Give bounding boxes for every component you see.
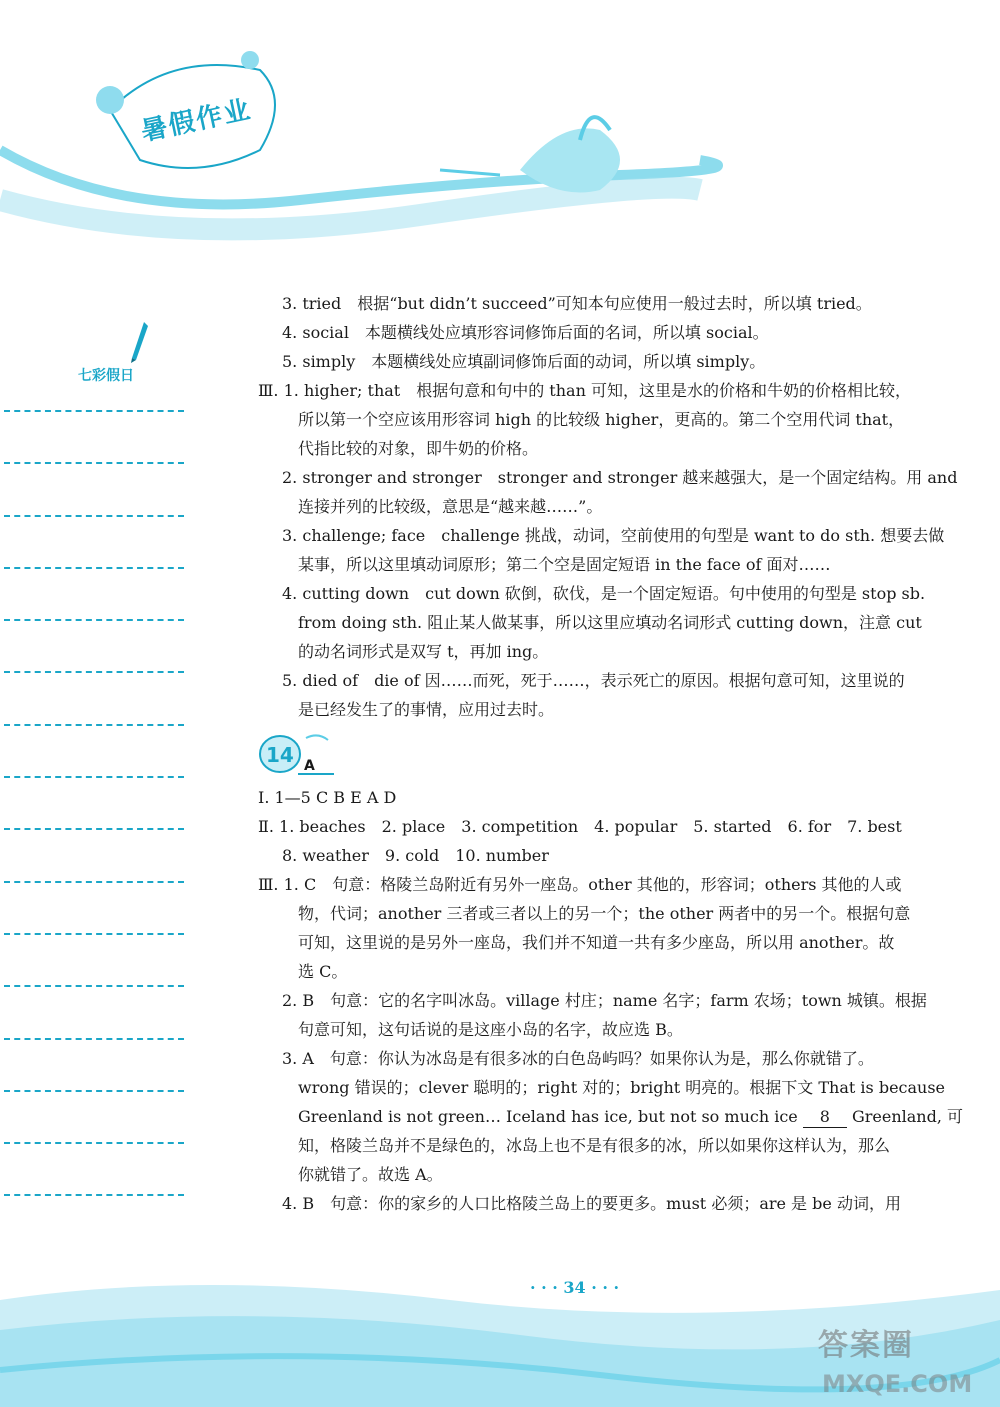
pen-icon — [130, 320, 150, 364]
blank-line-before: Greenland is not green… Iceland has ice, but not so much ice — [298, 1107, 798, 1126]
note-line — [4, 619, 184, 621]
answer-line: 所以第一个空应该用形容词 high 的比较级 higher，更高的。第二个空用代词 that， — [298, 410, 905, 429]
answer-line: 连接并列的比较级，意思是“越来越……”。 — [298, 497, 603, 516]
answer-line: 你就错了。故选 A。 — [298, 1165, 443, 1184]
note-line — [4, 1194, 184, 1196]
answer-line: 的动名词形式是双写 t，再加 ing。 — [298, 642, 549, 661]
note-line — [4, 1090, 184, 1092]
answer-line: 4. B 句意：你的家乡的人口比格陵兰岛上的要更多。must 必须；are 是 be 动词，用 — [282, 1194, 901, 1213]
answer-line: Ⅲ. 1. higher; that 根据句意和句中的 than 可知，这里是水的价格和牛奶的价格相比较， — [258, 381, 911, 400]
answer-line: 5. simply 本题横线处应填副词修饰后面的动词，所以填 simply。 — [282, 352, 766, 371]
answer-line: 2. stronger and stronger stronger and stronger 越来越强大，是一个固定结构。用 and — [282, 468, 958, 487]
note-line — [4, 1142, 184, 1144]
blank-line-after: Greenland, 可 — [851, 1107, 964, 1126]
answer-line: 2. B 句意：它的名字叫冰岛。village 村庄；name 名字；farm 农场；town 城镇。根据 — [282, 991, 927, 1010]
answer-line: 3. tried 根据“but didn’t succeed”可知本句应使用一般过去时，所以填 tried。 — [282, 294, 872, 313]
answer-line: Ⅰ. 1—5 C B E A D — [258, 788, 397, 807]
section-badge — [258, 730, 338, 776]
answer-line: 句意可知，这句话说的是这座小岛的名字，故应选 B。 — [298, 1020, 683, 1039]
section-letter: A — [304, 758, 315, 774]
header-title: 暑假作业 — [138, 94, 255, 148]
answer-line: wrong 错误的；clever 聪明的；right 对的；bright 明亮的。根据下文 That is because — [298, 1078, 946, 1097]
answer-line: 3. A 句意：你认为冰岛是有很多冰的白色岛屿吗？如果你认为是，那么你就错了。 — [282, 1049, 874, 1068]
answer-line: 8. weather 9. cold 10. number — [282, 846, 549, 865]
note-line — [4, 567, 184, 569]
answer-line: Ⅱ. 1. beaches 2. place 3. competition 4. popular 5. started 6. for 7. best — [258, 817, 902, 836]
note-line — [4, 515, 184, 517]
answer-line: 代指比较的对象，即牛奶的价格。 — [298, 439, 539, 458]
note-line — [4, 462, 184, 464]
answer-line: 4. cutting down cut down 砍倒，砍伐，是一个固定短语。句中使用的句型是 stop sb. — [282, 584, 926, 603]
page-number: · · · 34 · · · — [530, 1278, 620, 1297]
note-line — [4, 776, 184, 778]
answer-line: 是已经发生了的事情，应用过去时。 — [298, 700, 555, 719]
answer-line: 某事，所以这里填动词原形；第二个空是固定短语 in the face of 面对…… — [298, 555, 831, 574]
answer-line: 3. challenge; face challenge 挑战，动词，空前使用的句型是 want to do sth. 想要去做 — [282, 526, 945, 545]
answer-line: 选 C。 — [298, 962, 348, 981]
answer-line-with-blank — [298, 1107, 963, 1128]
section-number: 14 — [266, 743, 294, 767]
note-line — [4, 724, 184, 726]
note-line — [4, 933, 184, 935]
answer-line: 可知，这里说的是另外一座岛，我们并不知道一共有多少座岛，所以用 another。故 — [298, 933, 895, 952]
answer-line: 5. died of die of 因……而死，死于……，表示死亡的原因。根据句意可知，这里说的 — [282, 671, 905, 690]
watermark-url: MXQE.COM — [822, 1370, 973, 1398]
note-line — [4, 828, 184, 830]
answer-line: 4. social 本题横线处应填形容词修饰后面的名词，所以填 social。 — [282, 323, 769, 342]
note-line — [4, 985, 184, 987]
answer-line: 知，格陵兰岛并不是绿色的，冰岛上也不是有很多的冰，所以如果你这样认为，那么 — [298, 1136, 891, 1155]
answer-line: 物，代词；another 三者或三者以上的另一个；the other 两者中的另一个。根据句意 — [298, 904, 911, 923]
note-line — [4, 1038, 184, 1040]
answer-line: Ⅲ. 1. C 句意：格陵兰岛附近有另外一座岛。other 其他的，形容词；others 其他的人或 — [258, 875, 902, 894]
answer-line: from doing sth. 阻止某人做某事，所以这里应填动名词形式 cutting down，注意 cut — [298, 613, 922, 632]
note-lines — [0, 410, 190, 1247]
note-line — [4, 881, 184, 883]
answer-blank: 8 — [803, 1107, 847, 1128]
note-line — [4, 671, 184, 673]
watermark-logo: 答案圈 — [818, 1328, 914, 1363]
sidebar-label: 七彩假日 — [78, 368, 134, 384]
note-line — [4, 410, 184, 412]
